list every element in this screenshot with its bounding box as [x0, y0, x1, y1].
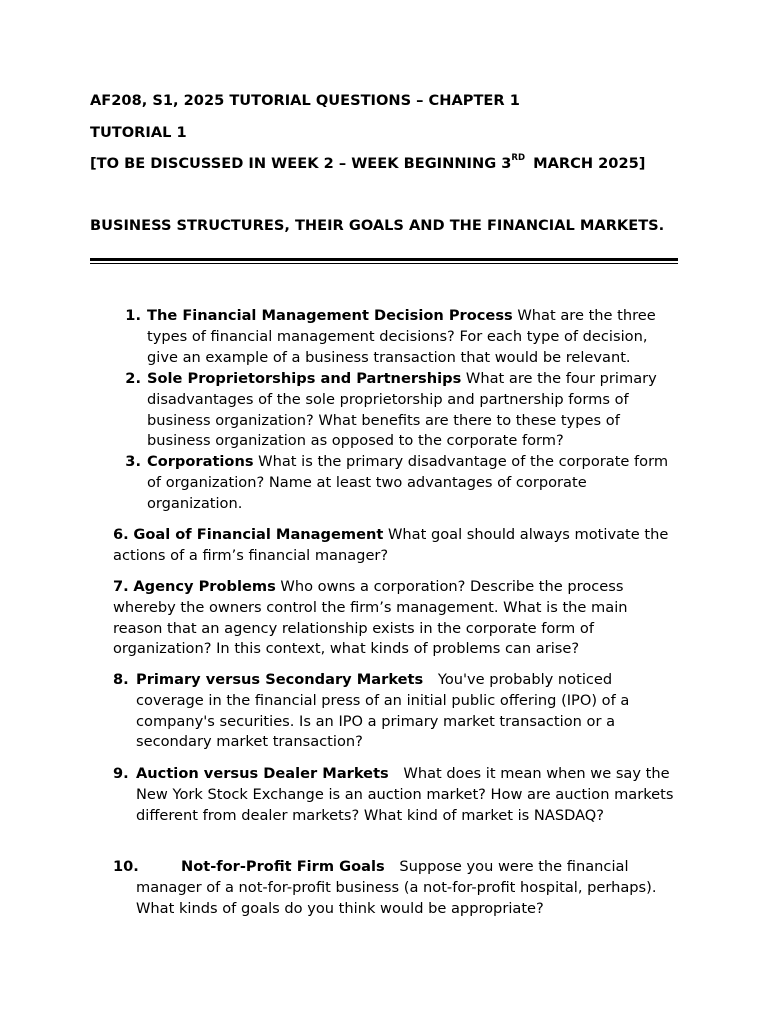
question-number: 8.	[113, 671, 129, 688]
tutorial-number-heading: TUTORIAL 1	[90, 124, 187, 141]
section-rule-thin	[90, 263, 678, 264]
question-title: Agency Problems	[133, 578, 276, 595]
section-title: BUSINESS STRUCTURES, THEIR GOALS AND THE FINANCIAL MARKETS.	[90, 217, 665, 234]
question-number: 1.	[125, 307, 141, 324]
question-number: 10.	[113, 858, 139, 875]
question-title: Sole Proprietorships and Partnerships	[147, 370, 462, 387]
question-text: Suppose you were the financial manager of a not-for-profit business (a not-for-profit hospital, perhaps). What kinds of goals do you think would be appropriate?	[136, 858, 657, 917]
discussion-date-prefix: [TO BE DISCUSSED IN WEEK 2 – WEEK BEGINNING 3	[90, 155, 512, 172]
question-title: Primary versus Secondary Markets	[136, 671, 424, 688]
question-number: 2.	[125, 370, 141, 387]
question-number: 3.	[125, 453, 141, 470]
question-text: What does it mean when we say the New York Stock Exchange is an auction market? How are auction markets different from dealer markets? What kind of market is NASDAQ?	[136, 765, 674, 824]
question-text: What are the four primary disadvantages of the sole proprietorship and partnership forms of business organization? What benefits are there to these types of business organization as opposed to the corporate form?	[147, 370, 657, 450]
question-item	[113, 525, 679, 567]
discussion-date-suffix: MARCH 2025]	[528, 155, 646, 172]
question-item	[113, 857, 679, 919]
question-title: Goal of Financial Management	[133, 526, 384, 543]
question-text: What are the three types of financial management decisions? For each type of decision, give an example of a business transaction that would be relevant.	[147, 307, 656, 366]
question-title: Not-for-Profit Firm Goals	[181, 858, 385, 875]
date-ordinal-suffix: RD	[511, 153, 526, 164]
section-rule-thick	[90, 258, 678, 261]
question-item	[113, 764, 679, 826]
question-item	[113, 670, 679, 753]
question-item	[125, 306, 679, 368]
question-title: The Financial Management Decision Process	[147, 307, 513, 324]
question-item	[113, 577, 679, 660]
question-text: You've probably noticed coverage in the financial press of an initial public offering (IPO) of a company's securities. Is an IPO a primary market transaction or a secondary market transaction?	[136, 671, 630, 751]
question-number: 6.	[113, 526, 129, 543]
question-item	[125, 369, 679, 452]
question-text: What goal should always motivate the actions of a firm’s financial manager?	[113, 526, 669, 564]
course-heading: AF208, S1, 2025 TUTORIAL QUESTIONS – CHAPTER 1	[90, 92, 520, 109]
question-title: Corporations	[147, 453, 254, 470]
question-text: Who owns a corporation? Describe the process whereby the owners control the firm’s management. What is the main reason that an agency relationship exists in the corporate form of organization? In this context, what kinds of problems can arise?	[113, 578, 628, 658]
question-title: Auction versus Dealer Markets	[136, 765, 389, 782]
question-number: 7.	[113, 578, 129, 595]
question-number: 9.	[113, 765, 129, 782]
question-item	[125, 452, 679, 514]
discussion-date-heading	[90, 154, 645, 175]
question-text: What is the primary disadvantage of the corporate form of organization? Name at least two advantages of corporate organization.	[147, 453, 669, 512]
